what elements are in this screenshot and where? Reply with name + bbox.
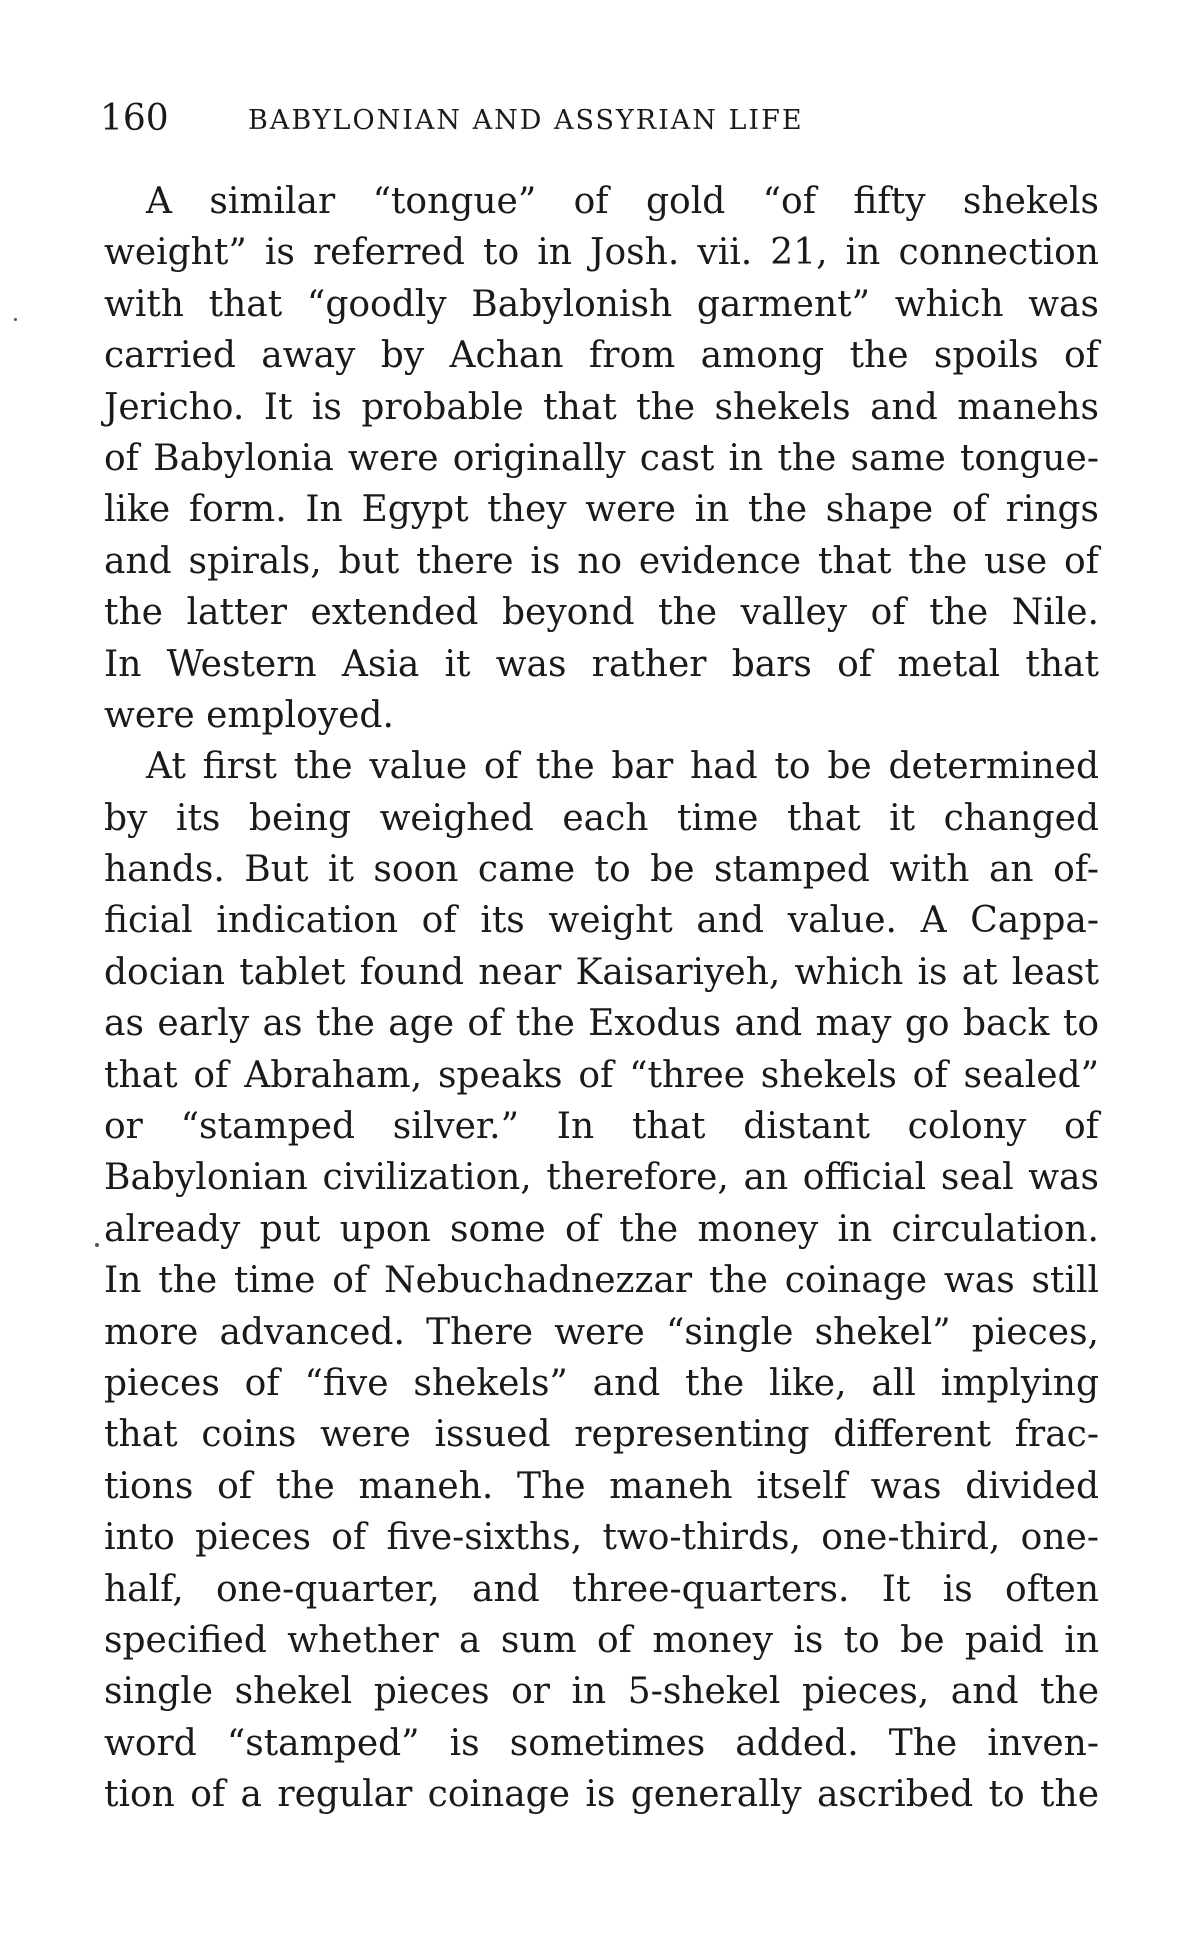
text-line: Babylonian civilization, therefore, an official seal was [104,1157,1099,1199]
text-line: A similar “tongue” of gold “of fifty shekels [146,181,1099,222]
text-line: like form. In Egypt they were in the shape of rings [104,489,1099,531]
text-line: carried away by Achan from among the spoils of [104,335,1099,377]
body-text [104,176,1099,1821]
text-line: half, one-quarter, and three-quarters. It is often [104,1568,1099,1610]
margin-speck [95,1243,99,1247]
page-header [100,94,1100,144]
text-line: into pieces of five-sixths, two-thirds, one-third, one- [104,1517,1099,1559]
text-line: that of Abraham, speaks of “three shekels of sealed” [104,1054,1099,1096]
text-line: ficial indication of its weight and value. A Cappa- [104,900,1099,942]
text-line: hands. But it soon came to be stamped with an of- [104,849,1099,891]
text-line: of Babylonia were originally cast in the same tongue- [104,437,1099,479]
text-line: In Western Asia it was rather bars of metal that [104,643,1099,685]
text-line: single shekel pieces or in 5-shekel pieces, and the [104,1671,1099,1713]
text-line: with that “goodly Babylonish garment” which was [104,283,1099,325]
text-line: and spirals, but there is no evidence that the use of [104,540,1099,582]
text-line: weight” is referred to in Josh. vii. 21, in connection [104,232,1099,274]
text-line: docian tablet found near Kaisariyeh, which is at least [104,951,1099,993]
text-line: or “stamped silver.” In that distant colony of [104,1106,1099,1148]
text-line: specified whether a sum of money is to be paid in [104,1619,1099,1661]
text-line: tion of a regular coinage is generally ascribed to the [104,1774,1099,1816]
text-line: tions of the maneh. The maneh itself was divided [104,1465,1099,1507]
text-line: more advanced. There were “single shekel” pieces, [104,1311,1099,1353]
text-line: that coins were issued representing different frac- [104,1414,1099,1456]
text-line: Jericho. It is probable that the shekels and manehs [104,386,1099,428]
text-line: were employed. [104,694,394,736]
text-line: word “stamped” is sometimes added. The inven- [104,1722,1099,1764]
text-line: by its being weighed each time that it changed [104,797,1099,839]
text-line: already put upon some of the money in circulation. [104,1208,1099,1250]
page-number: 160 [100,98,169,139]
text-line: pieces of “five shekels” and the like, all implying [104,1362,1099,1404]
running-title: BABYLONIAN AND ASSYRIAN LIFE [248,105,804,136]
text-line: as early as the age of the Exodus and may go back to [104,1003,1099,1045]
margin-speck [14,318,17,321]
text-line: In the time of Nebuchadnezzar the coinage was still [104,1260,1099,1302]
text-line: the latter extended beyond the valley of the Nile. [104,592,1099,634]
text-line: At first the value of the bar had to be determined [146,746,1099,788]
